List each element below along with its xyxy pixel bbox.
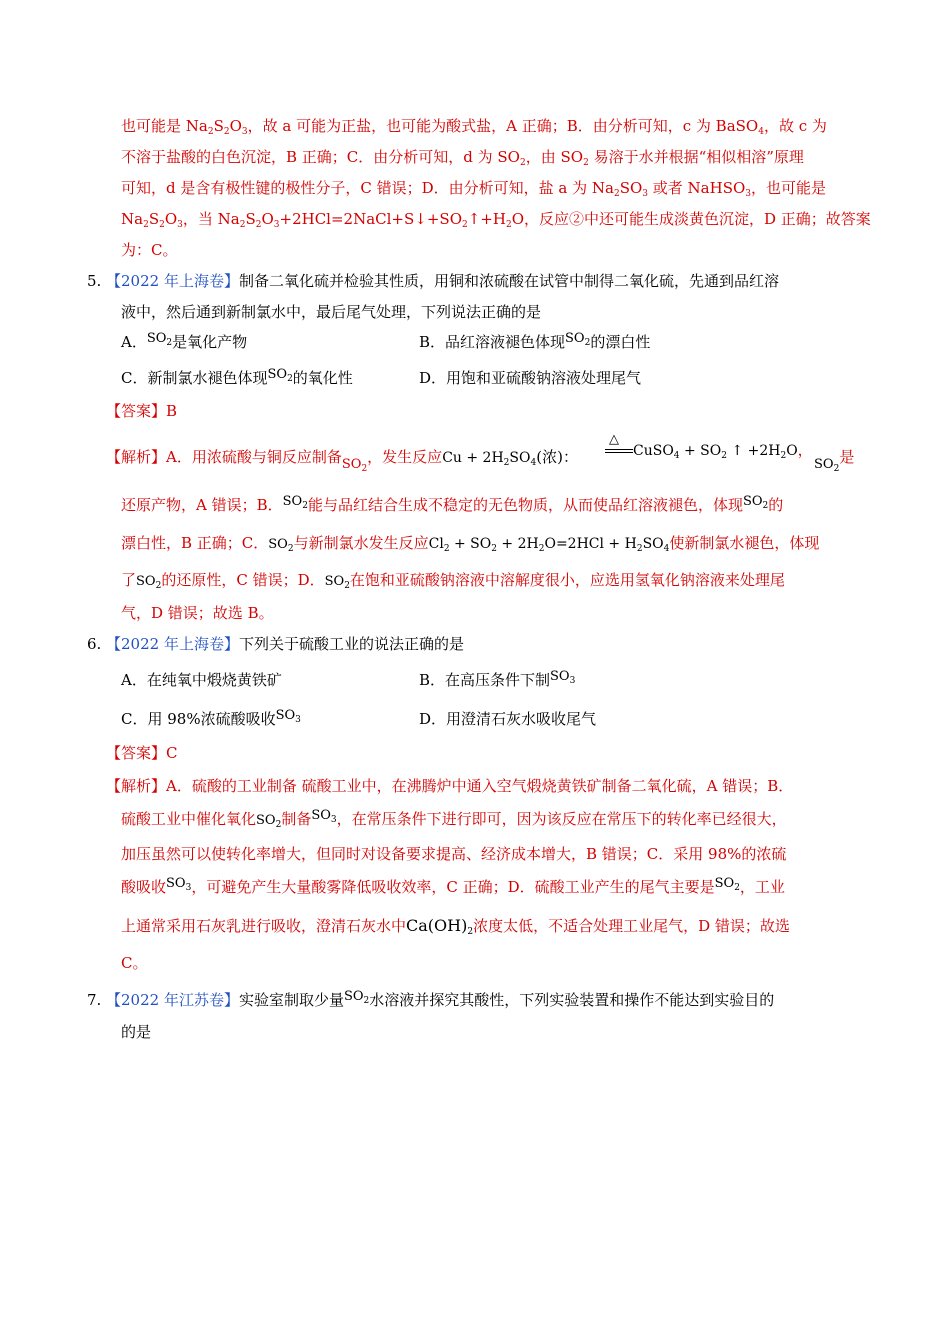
q5-analysis-2: 还原产物，A 错误；B．$SO_2$能与品红结合生成不稳定的无色物质，从而使品红溶液褪色，体现$SO_2$的 <box>121 494 784 514</box>
q5-stem-1: 制备二氧化硫并检验其性质，用铜和浓硫酸在试管中制得二氧化硫，先通到品红溶 <box>238 272 779 290</box>
q5-option-d: D．用饱和亚硫酸钠溶液处理尾气 <box>419 369 642 387</box>
q6-source-tag: 【2022 年上海卷】 <box>106 635 239 653</box>
q5-option-a: A．$SO_2$是氧化产物 <box>121 331 248 351</box>
q6-answer: 【答案】C <box>106 744 178 762</box>
q7-stem-2: 的是 <box>121 1023 152 1041</box>
q6-analysis-6: C。 <box>121 954 148 972</box>
q5-reaction-product: △ CuSO$_4$ + $SO_2$ ↑ $+2H_2O$， <box>605 439 813 462</box>
q5-option-c: C．新制氯水褪色体现$SO_2$的氧化性 <box>121 367 353 387</box>
q5-analysis-5: 气，D 错误；故选 B。 <box>121 604 274 622</box>
heat-condition: △ <box>609 432 619 447</box>
q5-answer: 【答案】B <box>106 402 178 420</box>
q7-source-tag: 【2022 年江苏卷】 <box>106 991 239 1009</box>
q6-option-d: D．用澄清石灰水吸收尾气 <box>419 710 597 728</box>
prev-line-4: $Na_2S_2O_3$，当 $Na_2S_2O_3+2HCl=2NaCl+S↓+SO_2↑+H_2O$，反应②中还可能生成淡黄色沉淀，D 正确；故答案 <box>121 210 871 230</box>
q5-number: 5. <box>87 272 102 290</box>
q6-option-a: A．在纯氧中煅烧黄铁矿 <box>121 671 282 689</box>
q5-source-tag: 【2022 年上海卷】 <box>106 272 239 290</box>
q6-analysis-1: 【解析】A．硫酸的工业制备 硫酸工业中，在沸腾炉中通入空气煅烧黄铁矿制备二氧化硫，A 错误；B． <box>106 777 794 795</box>
q6-analysis-5: 上通常采用石灰乳进行吸收，澄清石灰水中$Ca(OH)_2$浓度太低，不适合处理工业尾气，D 错误；故选 <box>121 916 790 937</box>
q5-analysis-1-end: $SO_2$是 <box>814 448 855 474</box>
q6-number: 6. <box>87 635 102 653</box>
q6-stem: 下列关于硫酸工业的说法正确的是 <box>238 635 464 653</box>
prev-line-2: 不溶于盐酸的白色沉淀，B 正确；C．由分析可知，d 为 $SO_2$，由 $SO_2$ 易溶于水并根据“相似相溶”原理 <box>121 148 804 168</box>
prev-line-1: 也可能是 $Na_2S_2O_3$，故 a 可能为正盐，也可能为酸式盐，A 正确；B．由分析可知，c 为 BaSO$_4$，故 c 为 <box>121 117 827 137</box>
q5-analysis-3: 漂白性，B 正确；C．$SO_2$与新制氯水发生反应$Cl_2 + SO_2 + 2H_2O=2HCl + H_2SO_4$使新制氯水褪色，体现 <box>121 534 820 554</box>
q6-analysis-4: 酸吸收$SO_3$，可避免产生大量酸雾降低吸收效率，C 正确；D．硫酸工业产生的尾气主要是$SO_2$，工业 <box>121 876 785 896</box>
q5-analysis-1: 【解析】A．用浓硫酸与铜反应制备$SO_2$，发生反应$Cu + 2H_2SO_4$(浓)： <box>106 448 578 474</box>
q6-option-c: C．用 98%浓硫酸吸收$SO_3$ <box>121 708 301 728</box>
q5-stem-2: 液中，然后通到新制氯水中，最后尾气处理，下列说法正确的是 <box>121 303 542 321</box>
prev-line-5: 为：C。 <box>121 241 178 259</box>
q5-option-b: B．品红溶液褪色体现$SO_2$的漂白性 <box>419 331 651 351</box>
q6-analysis-3: 加压虽然可以使转化率增大，但同时对设备要求提高、经济成本增大，B 错误；C．采用 98%的浓硫 <box>121 845 787 863</box>
prev-line-3: 可知，d 是含有极性键的极性分子，C 错误；D．由分析可知，盐 a 为 $Na_2SO_3$ 或者 NaHSO$_3$，也可能是 <box>121 179 827 199</box>
q6-analysis-2: 硫酸工业中催化氧化$SO_2$制备$SO_3$，在常压条件下进行即可，因为该反应在常压下的转化率已经很大， <box>121 808 787 830</box>
q6-option-b: B．在高压条件下制$SO_3$ <box>419 669 576 689</box>
q7-number: 7. <box>87 991 102 1009</box>
q5-analysis-4: 了$SO_2$的还原性，C 错误；D．$SO_2$在饱和亚硫酸钠溶液中溶解度很小，应选用氢氧化钠溶液来处理尾 <box>121 571 785 591</box>
